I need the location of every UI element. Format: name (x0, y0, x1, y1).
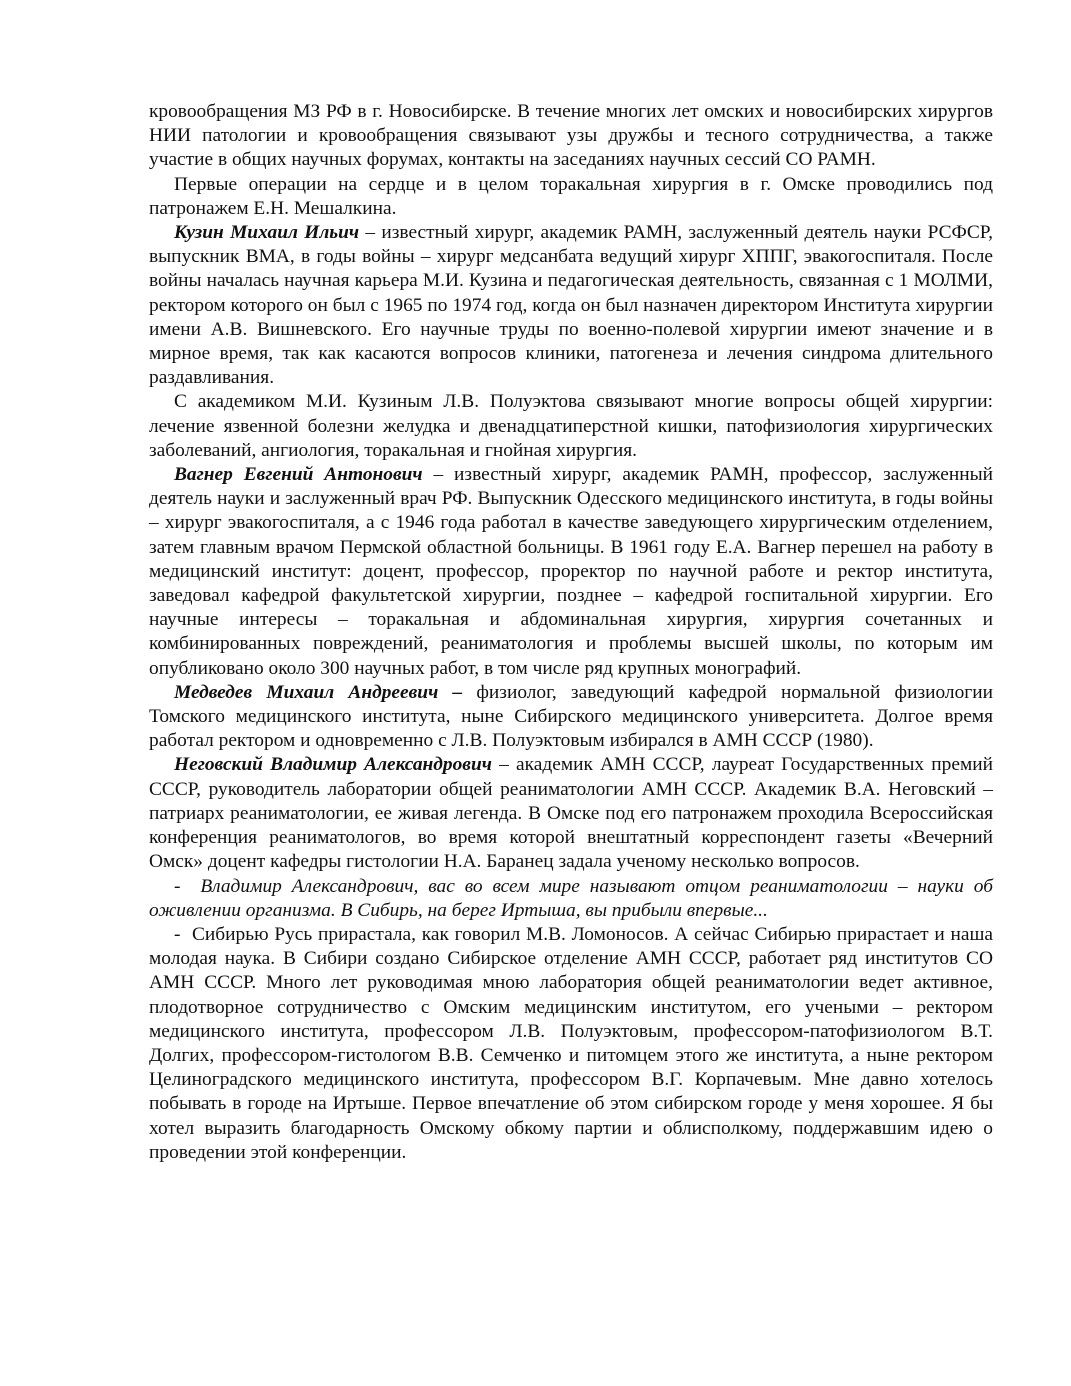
paragraph-answer (149, 923, 993, 1165)
paragraph-text: – известный хирург, академик РАМН, профессор, заслуженный деятель науки и заслуженный врач РФ. Выпускник Одесского медицинского института, в годы войны – хирург эвакогоспиталя, а с 1946 года работал в качестве заведующего хирургическим отделением, затем главным врачом Пермской областной больницы. В 1961 году Е.А. Вагнер перешел на работу в медицинский институт: доцент, профессор, проректор по научной работе и ректор института, заведовал кафедрой факультетской хирургии, позднее – кафедрой госпитальной хирургии. Его научные интересы – торакальная и абдоминальная хирургия, хирургия сочетанных и комбинированных повреждений, реаниматология и проблемы высшей школы, по которым им опубликовано около 300 научных работ, в том числе ряд крупных монографий. (149, 464, 993, 679)
person-name-negovsky: Неговский Владимир Александрович (174, 754, 492, 776)
paragraph-text: – академик АМН СССР, лауреат Государственных премий СССР, руководитель лаборатории общей реаниматологии АМН СССР. Академик В.А. Неговский – патриарх реаниматологии, ее живая легенда. В Омске под его патронажем проходила Всероссийская конференция реаниматологов, во время которой внештатный корреспондент газеты «Вечерний Омск» доцент кафедры гистологии Н.А. Баранец задала ученому несколько вопросов. (149, 754, 993, 873)
paragraph-text: Первые операции на сердце и в целом торакальная хирургия в г. Омске проводились под патронажем Е.Н. Мешалкина. (149, 173, 993, 219)
paragraph-text: физиолог, заведующий кафедрой нормальной физиологии Томского медицинского института, ныне Сибирского медицинского университета. Долгое время работал ректором и одновременно с Л.В. Полуэктовым избирался в АМН СССР (1980). (149, 681, 994, 752)
paragraph-negovsky (149, 753, 993, 874)
interview-answer: Сибирью Русь прирастала, как говорил М.В. Ломоносов. А сейчас Сибирью прирастает и наша молодая наука. В Сибири создано Сибирское отделение АМН СССР, работает ряд институтов СО АМН СССР. Много лет руководимая мною лаборатория общей реаниматологии ведет активное, плодотворное сотрудничество с Омским медицинским институтом, его учеными – ректором медицинского института, профессором Л.В. Полуэктовым, профессором-патофизиологом В.Т. Долгих, профессором-гистологом В.В. Семченко и питомцем этого же института, а ныне ректором Целиноградского медицинского института, профессором В.Г. Корпачевым. Мне давно хотелось побывать в городе на Иртыше. Первое впечатление об этом сибирском городе у меня хорошее. Я бы хотел выразить благодарность Омскому обкому партии и облисполкому, поддержавшим идею о проведении этой конференции. (149, 923, 993, 1163)
paragraph-2 (149, 173, 993, 221)
paragraph-1 (149, 100, 993, 173)
person-name-kuzin: Кузин Михаил Ильич (174, 222, 360, 244)
paragraph-medvedev (149, 681, 993, 754)
document-page (149, 100, 993, 1165)
interview-question: Владимир Александрович, вас во всем мире называют отцом реаниматологии – науки об оживлении организма. В Сибирь, на берег Иртыша, вы прибыли впервые... (149, 875, 993, 921)
person-name-medvedev: Медведев Михаил Андреевич – (174, 681, 463, 703)
dialogue-dash: - (174, 875, 181, 897)
paragraph-wagner (149, 463, 993, 681)
paragraph-kuzin (149, 221, 993, 390)
paragraph-text: – известный хирург, академик РАМН, заслуженный деятель науки РСФСР, выпускник ВМА, в годы войны – хирург медсанбата ведущий хирург ХППГ, эвакогоспиталя. После войны началась научная карьера М.И. Кузина и педагогическая деятельность, связанная с 1 МОЛМИ, ректором которого он был с 1965 по 1974 год, когда он был назначен директором Института хирургии имени А.В. Вишневского. Его научные труды по военно-полевой хирургии имеют значение и в мирное время, так как касаются вопросов клиники, патогенеза и лечения синдрома длительного раздавливания. (149, 222, 993, 389)
person-name-wagner: Вагнер Евгений Антонович (174, 464, 423, 486)
paragraph-text: кровообращения МЗ РФ в г. Новосибирске. В течение многих лет омских и новосибирских хирургов НИИ патологии и кровообращения связывают узы дружбы и тесного сотрудничества, а также участие в общих научных форумах, контакты на заседаниях научных сессий СО РАМН. (149, 101, 993, 171)
paragraph-question (149, 875, 993, 923)
dialogue-dash: - (174, 923, 181, 945)
paragraph-4 (149, 390, 993, 463)
paragraph-text: С академиком М.И. Кузиным Л.В. Полуэктова связывают многие вопросы общей хирургии: лечение язвенной болезни желудка и двенадцатиперстной кишки, патофизиология хирургических заболеваний, ангиология, торакальная и гнойная хирургия. (149, 391, 993, 461)
